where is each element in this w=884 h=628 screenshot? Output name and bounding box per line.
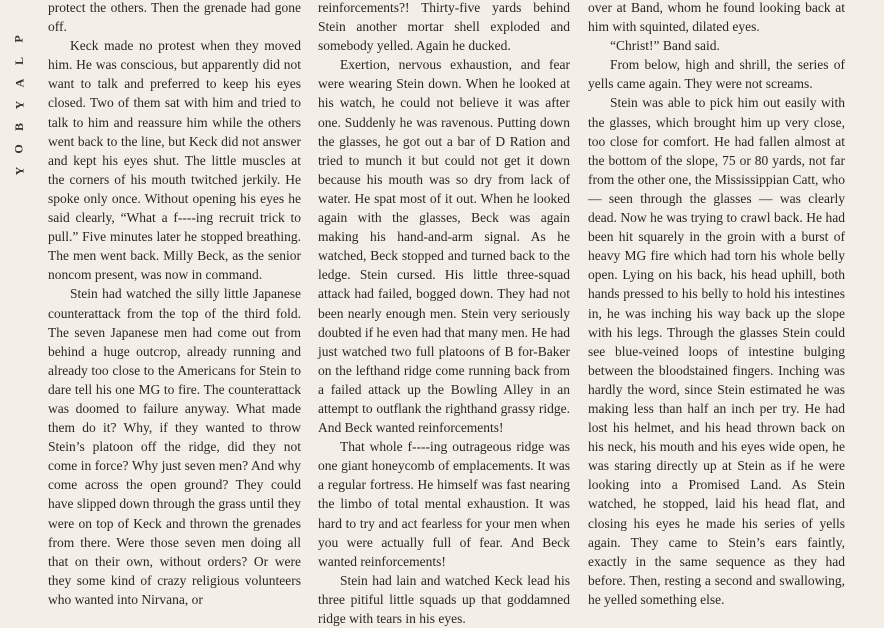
paragraph: Stein had lain and watched Keck lead his three pitiful little squads up that goddamned ridge with tears in his eyes. [318,572,570,626]
running-head-letter: Y [11,166,26,176]
text-column-1 [48,0,301,608]
paragraph: Stein was able to pick him out easily with the glasses, which brought him up very close, too close for comfort. He had fallen almost at the bottom of the slope, 75 or 80 yards, not far from the other one, the Mississippian Catt, who — seen through the glasses — was clearly dead. Now he was trying to crawl back. He had been hit squarely in the groin with a burst of heavy MG fire which had torn his whole belly open. Lying on his back, his head uphill, both hands pressed to his belly to hold his intestines in, he was inching his way back up the slope with his legs. Through the glasses Stein could see blue-veined loops of intestine bulging between the bloodstained fingers. Inching was hardly the word, since Stein estimated he was making less than half an inch per try. He had lost his helmet, and his head thrown back on his neck, his mouth and his eyes wide open, he was staring directly up at Stein as if he were looking into a Promised Land. As Stein watched, he stopped, laid his head flat, and closing his eyes he made his series of yells again. They came to Stein’s ears faintly, exactly in the same sequence as they had before. Then, resting a second and swallowing, he yelled something else. [588,95,845,607]
paragraph: Exertion, nervous exhaustion, and fear were wearing Stein down. When he looked at his watch, he could not believe it was after one. Suddenly he was ravenous. Putting down the glasses, he got out a bar of D Ration and tried to munch it but could not get it down because his mouth was so dry from lack of water. He spat most of it out. When he looked again with the glasses, Beck was again making his hand-and-arm signal. As he watched, Beck stopped and turned back to the ledge. Stein cursed. His little three-squad attack had failed, bogged down. They had not been nearly enough men. Stein very seriously doubted if he even had that many men. He had just watched two full platoons of B for-Baker on the lefthand ridge come running back from a failed attack up the Bowling Alley in an attempt to outflank the righthand grassy ridge. And Beck wanted reinforcements! [318,57,570,436]
running-head-letter: P [12,35,26,43]
text-column-2 [318,0,570,626]
paragraph: Stein had watched the silly little Japanese counterattack from the top of the third fold. The seven Japanese men had come out from behind a huge outcrop, already running and already too close to the Americans for Stein to dare tell his one MG to fire. The counterattack was doomed to failure anyway. What made them do it? Why, if they wanted to throw Stein’s platoon off the ridge, did they not come in force? Why just seven men? And why come across the open ground? They could have slipped down through the grass until they were on top of Keck and thrown the grenades from there. Were those seven men doing all that on their own, without orders? Or were they some kind of crazy religious volunteers who wanted into Nirvana, or [48,286,301,607]
text-column-3 [588,0,845,608]
paragraph: “Christ!” Band said. [610,38,720,54]
running-head [10,28,28,182]
running-head-letter: A [11,78,26,88]
paragraph: reinforcements?! Thirty-five yards behind Stein another mortar shell exploded and somebody yelled. Again he ducked. [318,0,570,54]
running-head-letter: L [11,56,26,66]
paragraph: Keck made no protest when they moved him. He was conscious, but apparently did not want to talk and preferred to keep his eyes closed. Two of them sat with him and tried to talk to him and reassure him while the others went back to the line, but Keck did not answer and kept his eyes shut. The little muscles at the corners of his mouth twitched jerkily. He spoke only once. Without opening his eyes he said clearly, “What a f----ing recruit trick to pull.” Five minutes later he stopped breathing. The men went back. Milly Beck, as the senior noncom present, was now in command. [48,38,301,283]
running-head-letter: O [12,144,26,154]
paragraph: over at Band, whom he found looking back at him with squinted, dilated eyes. [588,0,845,35]
paragraph: That whole f----ing outrageous ridge was one giant honeycomb of emplacements. It was a regular fortress. He himself was fast nearing the limbo of total mental exhaustion. It was hard to try and act fearless for your men when you were actually full of fear. And Beck wanted reinforcements! [318,439,570,569]
paragraph: protect the others. Then the grenade had gone off. [48,0,301,35]
running-head-letter: Y [11,100,26,110]
paragraph: From below, high and shrill, the series of yells came again. They were not screams. [588,57,845,92]
running-head-letter: B [11,122,26,132]
